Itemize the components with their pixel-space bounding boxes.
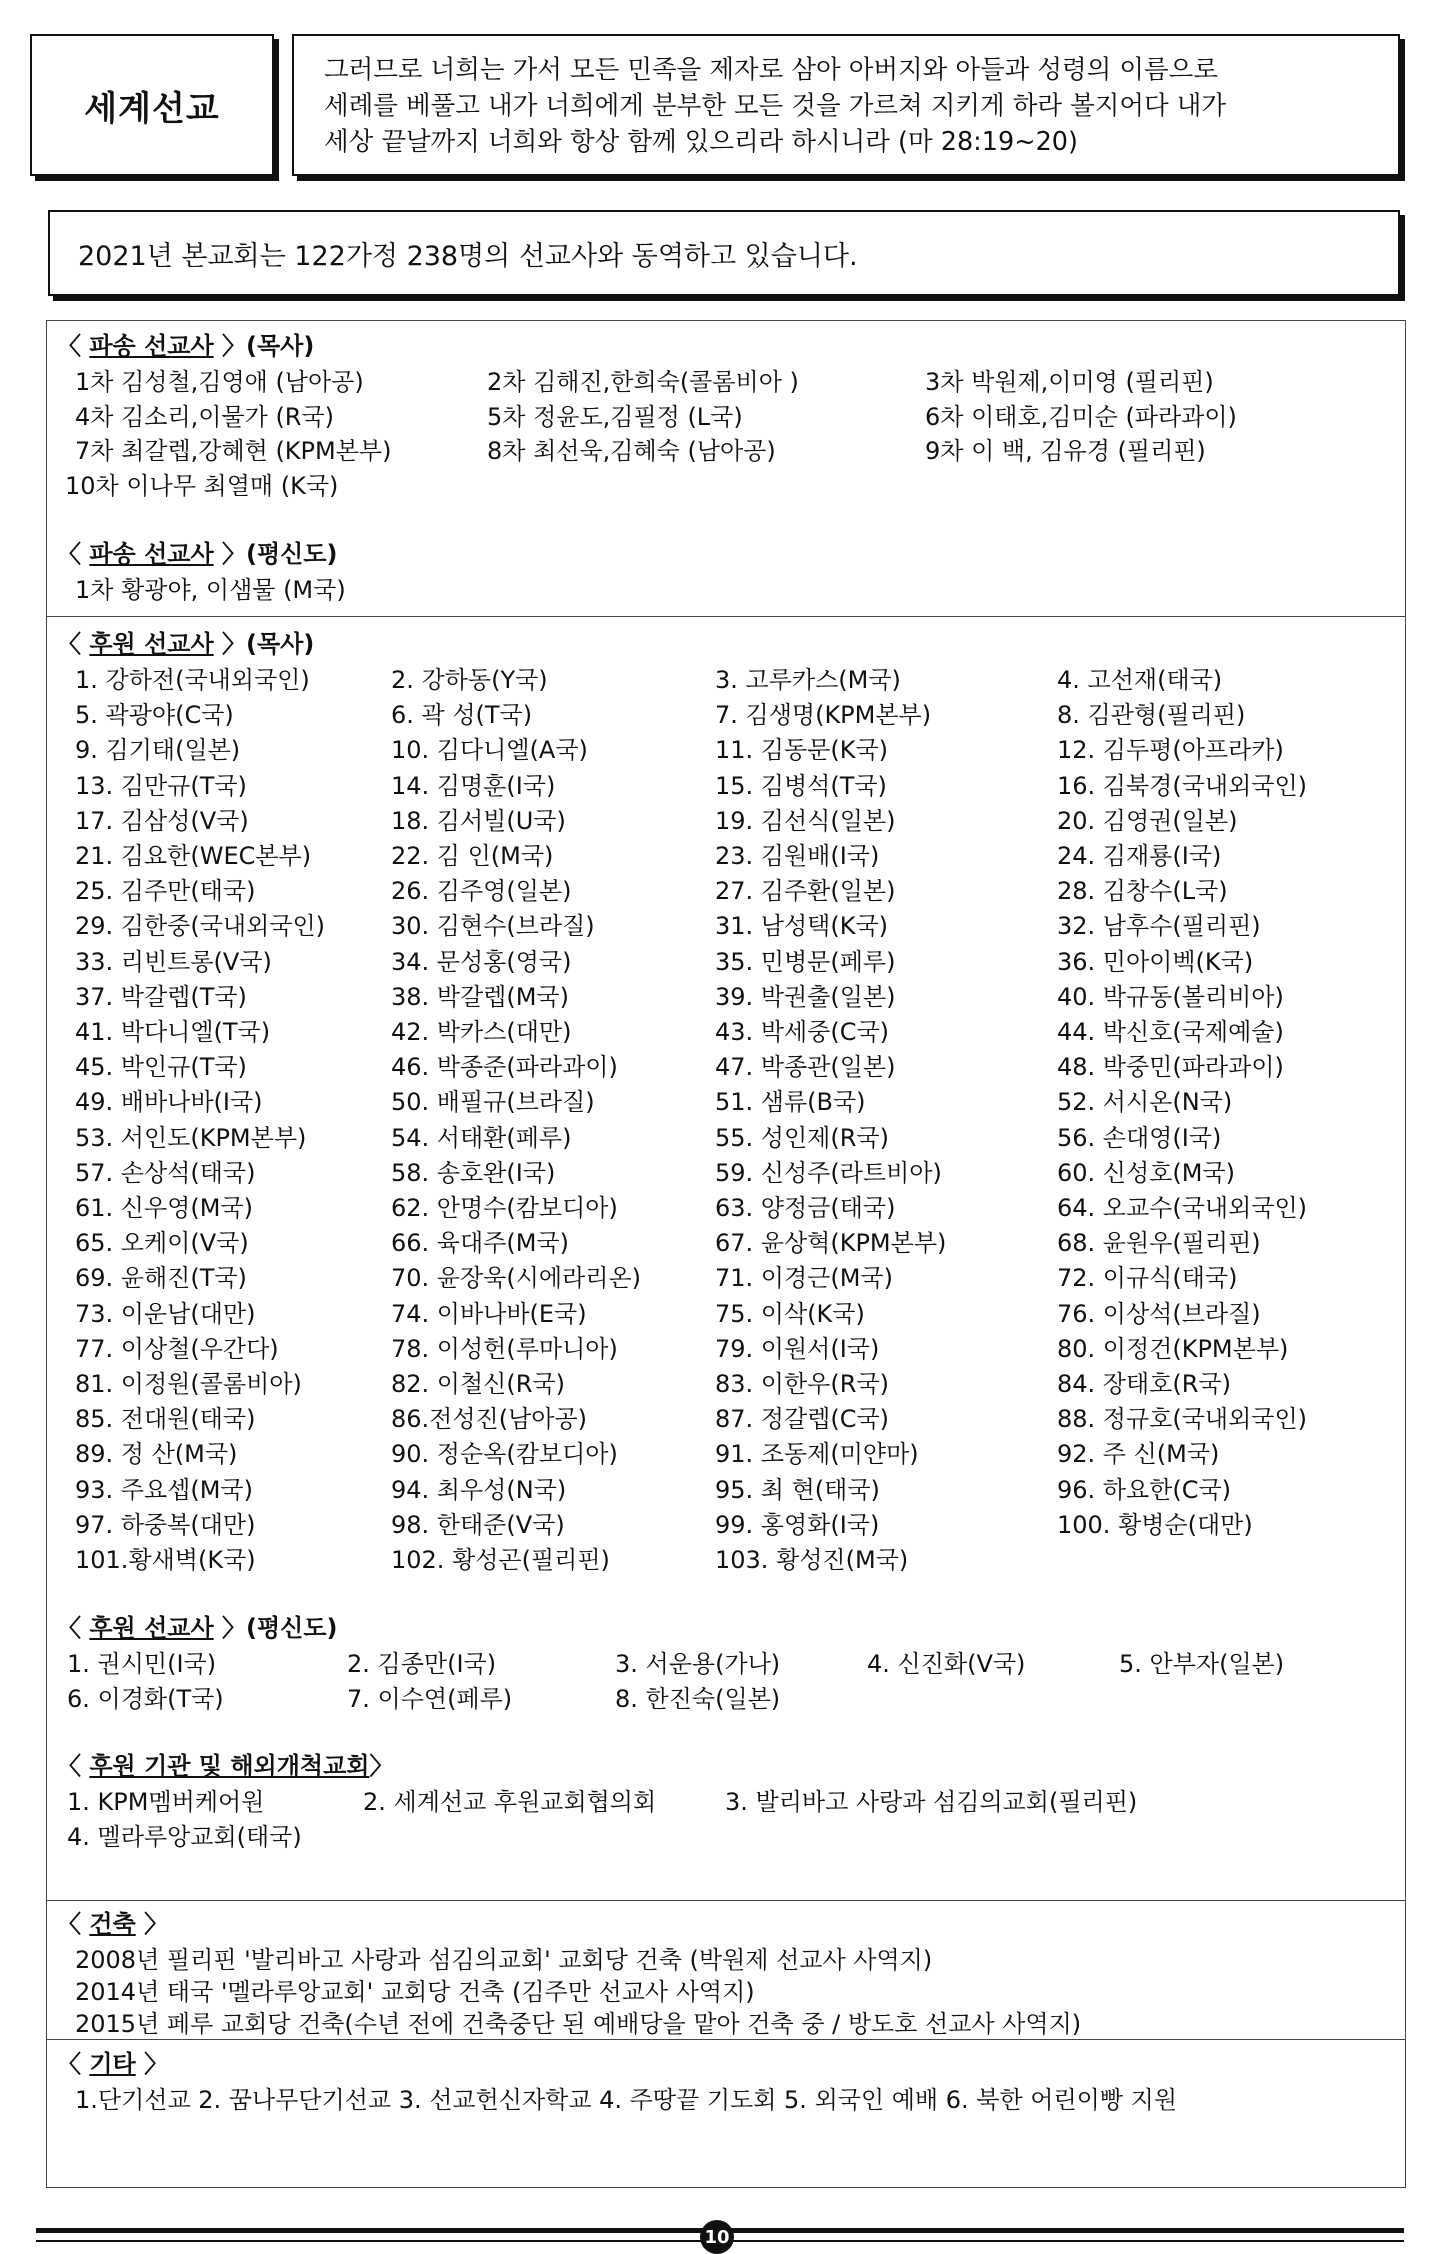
etc-heading (57, 2049, 168, 2079)
support-pastor-item: 18. 김서빌(U국) (391, 806, 566, 835)
support-pastor-item: 71. 이경근(M국) (715, 1264, 893, 1293)
support-pastor-item: 4. 고선재(태국) (1057, 666, 1223, 694)
scripture-box (292, 34, 1400, 176)
support-pastor-item: 14. 김명훈(I국) (391, 771, 556, 800)
support-lay-item: 8. 한진숙(일본) (615, 1684, 781, 1713)
sent-pastor-item: 10차 이나무 최열매 (K국) (65, 471, 339, 500)
support-pastor-item: 20. 김영권(일본) (1057, 806, 1238, 835)
sent-pastor-item: 7차 최갈렙,강혜현 (KPM본부) (75, 437, 392, 465)
support-pastor-item: 47. 박종관(일본) (715, 1053, 896, 1082)
support-pastor-item: 36. 민아이벡(K국) (1057, 947, 1254, 976)
support-pastor-item: 89. 정 산(M국) (75, 1440, 238, 1469)
heading-qualifier: 〉(평신도) (213, 1614, 338, 1642)
support-org-item: 2. 세계선교 후원교회협의회 (363, 1788, 657, 1816)
support-pastor-item: 5. 곽광야(C국) (75, 701, 234, 730)
support-pastor-item: 65. 오케이(V국) (75, 1229, 249, 1258)
support-pastor-item: 3. 고루카스(M국) (715, 666, 901, 694)
divider (47, 616, 1405, 617)
heading-bracket: 〈 (57, 540, 90, 568)
section-title-box (30, 34, 274, 176)
support-pastor-item: 58. 송호완(I국) (391, 1158, 556, 1187)
support-pastor-item: 82. 이철신(R국) (391, 1370, 565, 1398)
support-pastor-item: 95. 최 현(태국) (715, 1475, 880, 1504)
support-pastor-item: 103. 황성진(M국) (715, 1546, 909, 1574)
sent-pastor-item: 4차 김소리,이물가 (R국) (75, 402, 335, 431)
support-pastor-item: 54. 서태환(페루) (391, 1123, 572, 1152)
support-lay-item: 7. 이수연(페루) (347, 1684, 513, 1713)
support-pastor-item: 100. 황병순(대만) (1057, 1510, 1253, 1539)
section-title: 세계선교 (84, 88, 220, 129)
heading-bracket: 〈 (57, 1910, 90, 1938)
heading-qualifier: 〉 (369, 1752, 394, 1780)
heading-qualifier: 〉(목사) (213, 332, 315, 360)
heading-bracket: 〈 (57, 2050, 90, 2078)
support-pastor-item: 80. 이정건(KPM본부) (1057, 1334, 1289, 1363)
verse-line: 세상 끝날까지 너희와 항상 함께 있으리라 하시니라 (마 28:19~20) (324, 127, 1078, 157)
support-pastor-item: 38. 박갈렙(M국) (391, 982, 569, 1011)
support-pastor-item: 42. 박카스(대만) (391, 1018, 572, 1046)
support-pastor-item: 6. 곽 성(T국) (391, 701, 533, 730)
heading-label: 건축 (89, 1910, 136, 1938)
support-pastor-item: 51. 샘류(B국) (715, 1088, 866, 1117)
support-pastor-item: 43. 박세중(C국) (715, 1018, 890, 1046)
sent-pastor-item: 9차 이 백, 김유경 (필리핀) (925, 437, 1206, 465)
support-pastor-item: 16. 김북경(국내외국인) (1057, 771, 1307, 800)
support-org-item: 3. 발리바고 사랑과 섬김의교회(필리핀) (725, 1788, 1138, 1816)
heading-bracket: 〈 (57, 630, 90, 658)
support-org-item: 4. 멜라루앙교회(태국) (67, 1822, 302, 1851)
support-pastor-item: 78. 이성헌(루마니아) (391, 1334, 618, 1363)
support-pastor-item: 72. 이규식(태국) (1057, 1264, 1238, 1293)
support-pastor-item: 75. 이삭(K국) (715, 1299, 865, 1328)
sent-pastor-item: 2차 김해진,한희숙(콜롬비아 ) (487, 368, 799, 396)
support-pastor-item: 15. 김병석(T국) (715, 771, 887, 800)
support-pastor-item: 61. 신우영(M국) (75, 1194, 253, 1222)
support-pastor-item: 84. 장태호(R국) (1057, 1370, 1231, 1398)
support-pastor-item: 90. 정순옥(캄보디아) (391, 1440, 618, 1469)
support-pastor-item: 86.전성진(남아공) (391, 1405, 587, 1434)
support-pastor-item: 23. 김원배(I국) (715, 842, 880, 870)
support-pastor-item: 41. 박다니엘(T국) (75, 1018, 271, 1046)
support-pastor-item: 53. 서인도(KPM본부) (75, 1123, 307, 1152)
stat-box (48, 210, 1400, 296)
construction-item: 2015년 페루 교회당 건축(수년 전에 건축중단 된 예배당을 맡아 건축 중 / 방도호 선교사 사역지) (75, 2010, 1082, 2038)
heading-qualifier: 〉(평신도) (213, 540, 338, 568)
support-pastor-item: 29. 김한중(국내외국인) (75, 912, 325, 941)
support-pastor-item: 24. 김재룡(I국) (1057, 842, 1222, 870)
heading-qualifier: 〉 (135, 2050, 169, 2078)
construction-heading (57, 1909, 168, 1939)
stat-text: 2021년 본교회는 122가정 238명의 선교사와 동역하고 있습니다. (78, 240, 858, 272)
support-org-item: 1. KPM멤버케어원 (67, 1788, 265, 1816)
support-pastor-item: 101.황새벽(K국) (75, 1546, 256, 1574)
support-pastor-item: 39. 박권출(일본) (715, 982, 896, 1011)
support-pastor-item: 2. 강하동(Y국) (391, 666, 548, 694)
support-pastor-item: 70. 윤장욱(시에라리온) (391, 1264, 641, 1293)
support-pastor-item: 87. 정갈렙(C국) (715, 1405, 890, 1434)
support-pastor-item: 59. 신성주(라트비아) (715, 1158, 942, 1187)
sent-pastor-heading (57, 331, 314, 361)
support-pastor-item: 22. 김 인(M국) (391, 842, 554, 870)
construction-item: 2008년 필리핀 '발리바고 사랑과 섬김의교회' 교회당 건축 (박원제 선교사 사역지) (75, 1946, 933, 1974)
sent-pastor-item: 6차 이태호,김미순 (파라과이) (925, 402, 1237, 431)
heading-qualifier: 〉(목사) (213, 630, 315, 658)
support-pastor-item: 76. 이상석(브라질) (1057, 1299, 1261, 1328)
support-pastor-item: 50. 배필규(브라질) (391, 1088, 595, 1117)
heading-label: 후원 기관 및 해외개척교회 (89, 1752, 370, 1780)
support-pastor-item: 55. 성인제(R국) (715, 1123, 889, 1152)
support-pastor-item: 48. 박중민(파라과이) (1057, 1053, 1284, 1082)
page-number: 10 (700, 2220, 734, 2254)
support-pastor-item: 30. 김현수(브라질) (391, 912, 595, 941)
support-pastor-item: 74. 이바나바(E국) (391, 1299, 587, 1328)
support-pastor-item: 34. 문성홍(영국) (391, 947, 572, 976)
sent-pastor-item: 3차 박원제,이미영 (필리핀) (925, 368, 1214, 396)
support-lay-item: 2. 김종만(I국) (347, 1650, 497, 1678)
support-pastor-heading (57, 629, 314, 659)
support-pastor-item: 17. 김삼성(V국) (75, 806, 249, 835)
support-pastor-item: 94. 최우성(N국) (391, 1475, 567, 1504)
sent-pastor-item: 1차 김성철,김영애 (남아공) (75, 368, 364, 396)
support-pastor-item: 37. 박갈렙(T국) (75, 982, 247, 1011)
sent-pastor-item: 5차 정윤도,김필정 (L국) (487, 402, 743, 431)
heading-bracket: 〈 (57, 1752, 90, 1780)
support-pastor-item: 99. 홍영화(I국) (715, 1510, 880, 1539)
support-pastor-item: 60. 신성호(M국) (1057, 1158, 1235, 1187)
support-lay-heading (57, 1613, 338, 1643)
support-pastor-item: 73. 이운남(대만) (75, 1299, 256, 1328)
support-pastor-item: 96. 하요한(C국) (1057, 1475, 1232, 1504)
sent-lay-item: 1차 황광야, 이샘물 (M국) (75, 576, 346, 604)
etc-item: 1.단기선교 2. 꿈나무단기선교 3. 선교헌신자학교 4. 주땅끝 기도회 5. 외국인 예배 6. 북한 어린이빵 지원 (75, 2086, 1178, 2114)
support-pastor-item: 40. 박규동(볼리비아) (1057, 982, 1284, 1011)
support-pastor-item: 13. 김만규(T국) (75, 771, 247, 800)
support-pastor-item: 10. 김다니엘(A국) (391, 736, 588, 765)
support-pastor-item: 31. 남성택(K국) (715, 912, 888, 941)
support-pastor-item: 79. 이원서(I국) (715, 1334, 880, 1363)
support-pastor-item: 32. 남후수(필리핀) (1057, 912, 1261, 941)
support-org-heading (57, 1751, 393, 1781)
support-pastor-item: 83. 이한우(R국) (715, 1370, 889, 1398)
support-pastor-item: 93. 주요셉(M국) (75, 1475, 253, 1504)
support-lay-item: 3. 서운용(가나) (615, 1650, 781, 1678)
heading-bracket: 〈 (57, 1614, 90, 1642)
support-pastor-item: 46. 박종준(파라과이) (391, 1053, 618, 1082)
support-pastor-item: 33. 리빈트롱(V국) (75, 947, 272, 976)
support-pastor-item: 88. 정규호(국내외국인) (1057, 1405, 1307, 1434)
heading-label: 후원 선교사 (89, 630, 214, 658)
support-lay-item: 6. 이경화(T국) (67, 1684, 224, 1713)
support-pastor-item: 19. 김선식(일본) (715, 806, 896, 835)
support-pastor-item: 35. 민병문(페루) (715, 947, 896, 976)
support-pastor-item: 56. 손대영(I국) (1057, 1123, 1222, 1152)
heading-bracket: 〈 (57, 332, 90, 360)
support-pastor-item: 12. 김두평(아프라카) (1057, 736, 1284, 765)
support-pastor-item: 62. 안명수(캄보디아) (391, 1194, 618, 1222)
sent-pastor-item: 8차 최선욱,김혜숙 (남아공) (487, 437, 776, 465)
support-pastor-item: 7. 김생명(KPM본부) (715, 701, 932, 730)
support-pastor-item: 1. 강하전(국내외국인) (75, 666, 310, 694)
support-pastor-item: 52. 서시온(N국) (1057, 1088, 1233, 1117)
support-pastor-item: 21. 김요한(WEC본부) (75, 842, 312, 870)
missionary-list-box (46, 320, 1406, 2188)
support-pastor-item: 11. 김동문(K국) (715, 736, 888, 765)
support-pastor-item: 91. 조동제(미얀마) (715, 1440, 919, 1469)
construction-item: 2014년 태국 '멜라루앙교회' 교회당 건축 (김주만 선교사 사역지) (75, 1978, 755, 2006)
support-pastor-item: 67. 윤상혁(KPM본부) (715, 1229, 947, 1258)
support-pastor-item: 81. 이정원(콜롬비아) (75, 1370, 302, 1398)
support-lay-item: 5. 안부자(일본) (1119, 1650, 1285, 1678)
support-pastor-item: 64. 오교수(국내외국인) (1057, 1194, 1307, 1222)
verse-line: 그러므로 너희는 가서 모든 민족을 제자로 삼아 아버지와 아들과 성령의 이름으로 (324, 55, 1218, 85)
support-pastor-item: 26. 김주영(일본) (391, 877, 572, 906)
support-pastor-item: 68. 윤원우(필리핀) (1057, 1229, 1261, 1258)
heading-label: 파송 선교사 (89, 332, 214, 360)
support-pastor-item: 25. 김주만(태국) (75, 877, 256, 906)
support-pastor-item: 69. 윤해진(T국) (75, 1264, 247, 1293)
support-pastor-item: 77. 이상철(우간다) (75, 1334, 279, 1363)
divider (47, 1900, 1405, 1901)
support-pastor-item: 57. 손상석(태국) (75, 1158, 256, 1187)
verse-line: 세례를 베풀고 내가 너희에게 분부한 모든 것을 가르쳐 지키게 하라 볼지어다 내가 (324, 91, 1227, 121)
support-pastor-item: 9. 김기태(일본) (75, 736, 241, 765)
sent-lay-heading (57, 539, 338, 569)
heading-label: 기타 (89, 2050, 136, 2078)
support-pastor-item: 27. 김주환(일본) (715, 877, 896, 906)
support-pastor-item: 97. 하중복(대만) (75, 1510, 256, 1539)
support-lay-item: 4. 신진화(V국) (867, 1650, 1026, 1678)
support-pastor-item: 66. 육대주(M국) (391, 1229, 569, 1258)
support-lay-item: 1. 권시민(I국) (67, 1650, 217, 1678)
heading-label: 후원 선교사 (89, 1614, 214, 1642)
support-pastor-item: 92. 주 신(M국) (1057, 1440, 1220, 1469)
support-pastor-item: 44. 박신호(국제예술) (1057, 1018, 1284, 1046)
support-pastor-item: 98. 한태준(V국) (391, 1510, 565, 1539)
heading-label: 파송 선교사 (89, 540, 214, 568)
support-pastor-item: 102. 황성곤(필리핀) (391, 1546, 610, 1574)
support-pastor-item: 45. 박인규(T국) (75, 1053, 247, 1082)
divider (47, 2039, 1405, 2040)
heading-qualifier: 〉 (135, 1910, 169, 1938)
support-pastor-item: 49. 배바나바(I국) (75, 1088, 263, 1117)
support-pastor-item: 8. 김관형(필리핀) (1057, 701, 1246, 730)
support-pastor-item: 85. 전대원(태국) (75, 1405, 256, 1434)
support-pastor-item: 63. 양정금(태국) (715, 1194, 896, 1222)
support-pastor-item: 28. 김창수(L국) (1057, 877, 1228, 906)
